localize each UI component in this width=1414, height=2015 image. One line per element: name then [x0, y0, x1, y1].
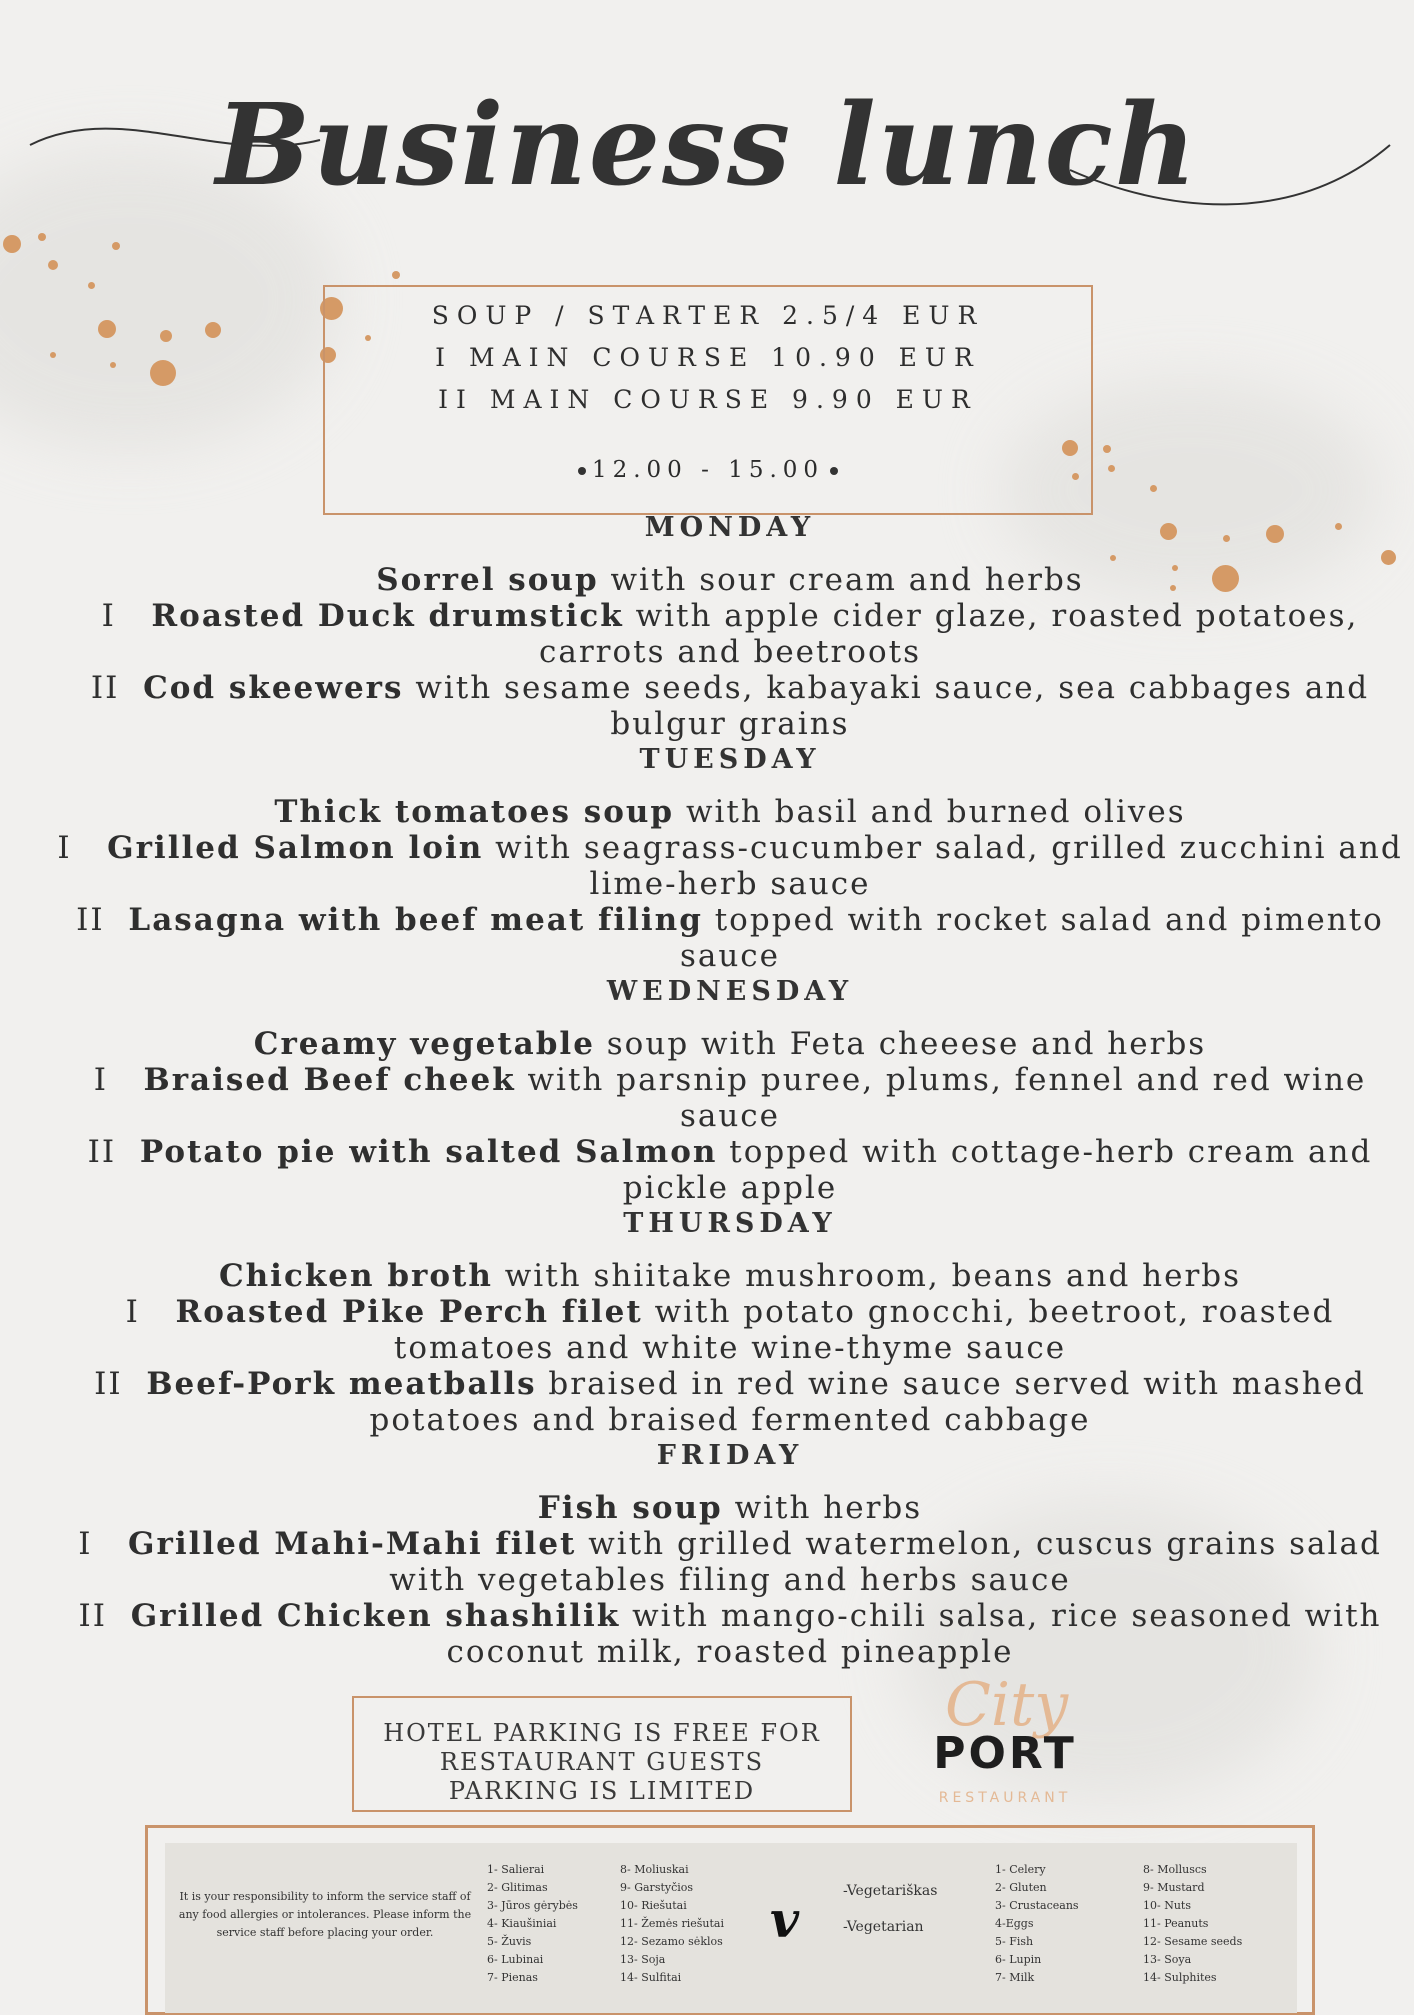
dish-name: Lasagna with beef meat filing [128, 902, 703, 938]
list-item: 12- Sesame seeds [1143, 1935, 1243, 1948]
dish-description: topped with cottage-herb cream and pickle apple [622, 1134, 1373, 1206]
dish-name: Thick tomatoes soup [274, 794, 675, 830]
main-course-1-item [40, 830, 1414, 902]
allergen-list-lt-2 [620, 1861, 724, 1987]
course-number: I [57, 830, 72, 866]
title-block [0, 70, 1414, 240]
dish-description: with herbs [722, 1490, 923, 1526]
day-heading: WEDNESDAY [606, 976, 854, 1007]
course-number: I [78, 1526, 93, 1562]
parking-notice [352, 1696, 852, 1812]
list-item: 5- Fish [995, 1935, 1034, 1948]
day-section-wednesday [40, 974, 1414, 1206]
day-section-friday [40, 1438, 1414, 1670]
list-item: 1- Celery [995, 1863, 1046, 1876]
course-number: I [125, 1294, 140, 1330]
course-number: II [87, 1134, 117, 1170]
main-course-1-item [40, 1062, 1414, 1134]
logo-script-text: City [945, 1670, 1069, 1740]
parking-line: PARKING IS LIMITED [448, 1777, 756, 1805]
dish-description: with potato gnocchi, beetroot, roasted tomatoes and white wine-thyme sauce [393, 1294, 1335, 1366]
dish-name: Roasted Duck drumstick [151, 598, 624, 634]
page-title: Business lunch [215, 80, 1199, 211]
list-item: 14- Sulphites [1143, 1971, 1217, 1984]
vegetarian-label-en: -Vegetarian [843, 1919, 924, 1935]
list-item: 3- Crustaceans [995, 1899, 1079, 1912]
list-item: 4- Kiaušiniai [487, 1917, 557, 1930]
dish-name: Beef-Pork meatballs [146, 1366, 537, 1402]
price-box [323, 285, 1093, 515]
allergen-notice: It is your responsibility to inform the service staff of any food allergies or intolerances. Please inform the service staff before placing your order. [178, 1890, 472, 1939]
allergen-list-en-2 [1143, 1861, 1242, 1987]
day-section-thursday [40, 1206, 1414, 1438]
dish-description: with sesame seeds, kabayaki sauce, sea cabbages and bulgur grains [403, 670, 1370, 742]
list-item: 8- Moliuskai [620, 1863, 689, 1876]
main-course-2-item [40, 1598, 1414, 1670]
price-list [325, 287, 1091, 421]
course-number: II [94, 1366, 123, 1402]
main-course-2-item [40, 1134, 1414, 1206]
course-number: I [93, 1062, 108, 1098]
weekly-menu [40, 510, 1414, 1670]
serving-hours [325, 457, 1091, 483]
list-item: 12- Sezamo sėklos [620, 1935, 723, 1948]
restaurant-logo [915, 1670, 1095, 1820]
list-item: 2- Gluten [995, 1881, 1047, 1894]
list-item: 3- Jūros gėrybės [487, 1899, 578, 1912]
list-item: 4-Eggs [995, 1917, 1034, 1930]
dish-description: with shiitake mushroom, beans and herbs [492, 1258, 1242, 1294]
list-item: 1- Salierai [487, 1863, 545, 1876]
bullet-dot-icon [578, 467, 586, 475]
dish-description: with seagrass-cucumber salad, grilled zucchini and lime-herb sauce [483, 830, 1403, 902]
soup-item [40, 562, 1414, 598]
price-main-course-2: II MAIN COURSE 9.90 EUR [438, 385, 978, 414]
main-course-2-item [40, 902, 1414, 974]
dish-description: topped with rocket salad and pimento sauce [679, 902, 1384, 974]
list-item: 10- Nuts [1143, 1899, 1191, 1912]
dish-name: Braised Beef cheek [143, 1062, 516, 1098]
dish-description: with basil and burned olives [674, 794, 1186, 830]
course-number: II [78, 1598, 107, 1634]
main-course-2-item [40, 670, 1414, 742]
main-course-2-item [40, 1366, 1414, 1438]
hours-text: 12.00 - 15.00 [591, 457, 825, 483]
soup-item [40, 1026, 1414, 1062]
dish-name: Roasted Pike Perch filet [175, 1294, 643, 1330]
bullet-dot-icon [830, 467, 838, 475]
day-heading: FRIDAY [656, 1440, 804, 1471]
dish-name: Potato pie with salted Salmon [139, 1134, 718, 1170]
list-item: 6- Lupin [995, 1953, 1042, 1966]
list-item: 11- Žemės riešutai [620, 1917, 724, 1930]
dish-description: soup with Feta cheeese and herbs [594, 1026, 1207, 1062]
dish-description: with grilled watermelon, cuscus grains salad with vegetables filing and herbs sauce [389, 1526, 1382, 1598]
dish-name: Grilled Mahi-Mahi filet [128, 1526, 577, 1562]
list-item: 14- Sulfitai [620, 1971, 682, 1984]
dish-description: with mango-chili salsa, rice seasoned with coconut milk, roasted pineapple [446, 1598, 1382, 1670]
dish-name: Grilled Chicken shashilik [130, 1598, 621, 1634]
allergen-list-en-1 [995, 1861, 1079, 1987]
day-section-tuesday [40, 742, 1414, 974]
price-soup-starter: SOUP / STARTER 2.5/4 EUR [431, 301, 985, 330]
list-item: 2- Glitimas [487, 1881, 548, 1894]
list-item: 9- Mustard [1143, 1881, 1205, 1894]
allergen-panel [165, 1843, 1297, 2013]
day-heading: THURSDAY [623, 1208, 837, 1239]
list-item: 7- Pienas [487, 1971, 538, 1984]
course-number: II [90, 670, 120, 706]
soup-item [40, 1258, 1414, 1294]
soup-item [40, 794, 1414, 830]
dish-name: Chicken broth [218, 1258, 493, 1294]
dish-name: Fish soup [537, 1490, 723, 1526]
list-item: 13- Soja [620, 1953, 666, 1966]
vegetarian-v-icon: v [770, 1890, 800, 1949]
parking-line: RESTAURANT GUESTS [439, 1748, 765, 1776]
main-course-1-item [40, 598, 1414, 670]
main-course-1-item [40, 1294, 1414, 1366]
soup-item [40, 1490, 1414, 1526]
list-item: 5- Žuvis [487, 1935, 532, 1948]
dish-description: braised in red wine sauce served with mashed potatoes and braised fermented cabbage [369, 1366, 1366, 1438]
dish-description: with apple cider glaze, roasted potatoes, carrots and beetroots [538, 598, 1359, 670]
dish-description: with parsnip puree, plums, fennel and red wine sauce [515, 1062, 1367, 1134]
vegetarian-label-lt: -Vegetariškas [843, 1883, 938, 1899]
list-item: 6- Lubinai [487, 1953, 544, 1966]
list-item: 11- Peanuts [1143, 1917, 1209, 1930]
parking-line: HOTEL PARKING IS FREE FOR [383, 1719, 821, 1747]
list-item: 7- Milk [995, 1971, 1035, 1984]
dish-description: with sour cream and herbs [598, 562, 1084, 598]
list-item: 10- Riešutai [620, 1899, 687, 1912]
list-item: 9- Garstyčios [620, 1881, 694, 1894]
list-item: 8- Molluscs [1143, 1863, 1207, 1876]
dish-name: Sorrel soup [376, 562, 599, 598]
day-heading: TUESDAY [639, 744, 821, 775]
dish-name: Creamy vegetable [253, 1026, 595, 1062]
dish-name: Cod skeewers [143, 670, 404, 706]
day-heading: MONDAY [644, 512, 816, 543]
course-number: II [76, 902, 105, 938]
logo-name: PORT [933, 1728, 1077, 1779]
list-item: 13- Soya [1143, 1953, 1192, 1966]
dish-name: Grilled Salmon loin [107, 830, 484, 866]
price-main-course-1: I MAIN COURSE 10.90 EUR [435, 343, 981, 372]
logo-subtitle: RESTAURANT [938, 1790, 1072, 1806]
day-section-monday [40, 510, 1414, 742]
course-number: I [101, 598, 116, 634]
allergen-list-lt-1 [487, 1861, 578, 1987]
main-course-1-item [40, 1526, 1414, 1598]
